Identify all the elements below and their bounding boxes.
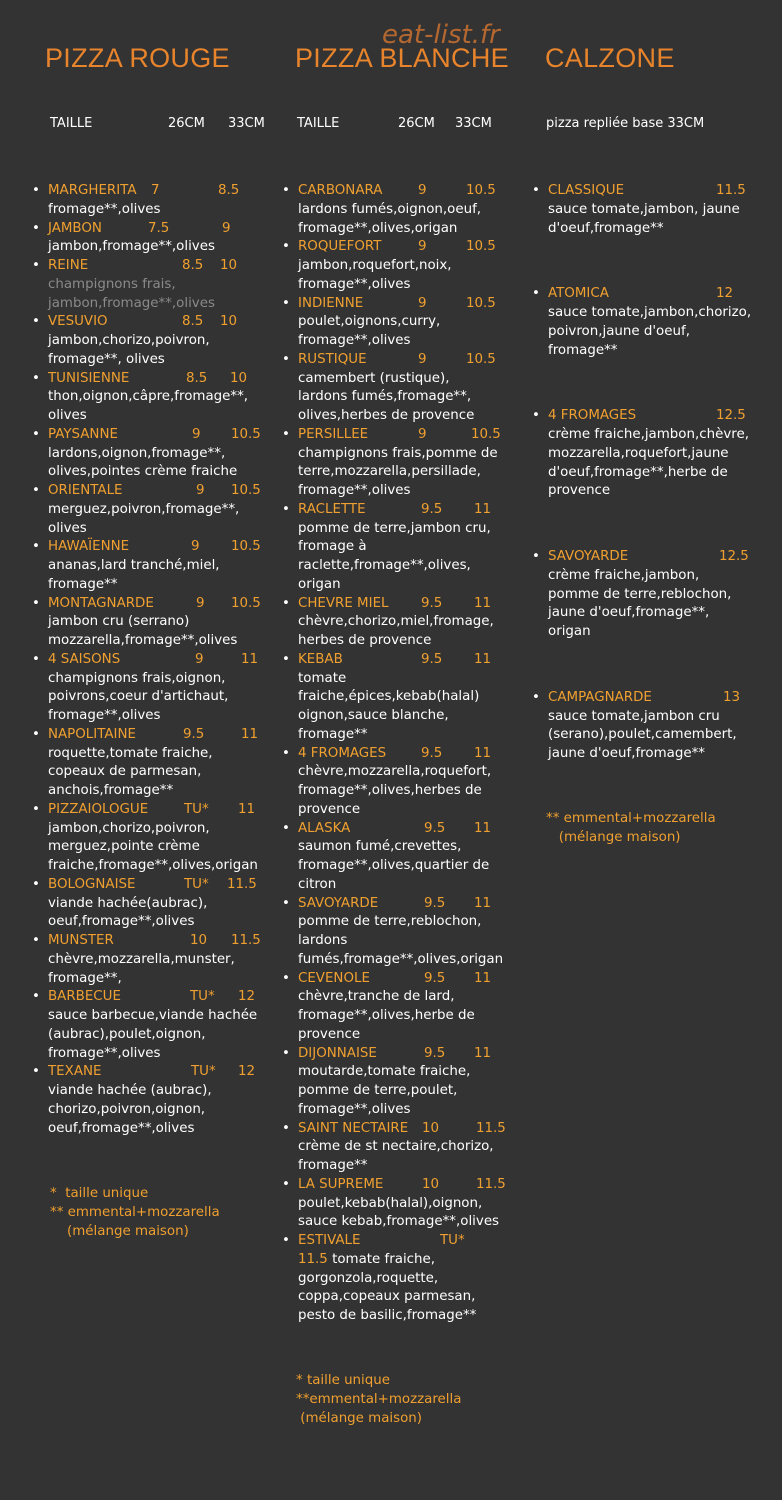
item-description xyxy=(48,501,258,539)
item-header xyxy=(48,1063,258,1082)
item-description-text: viande hachée (aubrac), chorizo,poivron,oignon, oeuf,fromage**,olives xyxy=(48,1083,212,1136)
price-33cm: 10.5 xyxy=(231,483,261,498)
item-header xyxy=(48,482,261,501)
price-33cm: 11 xyxy=(238,801,256,817)
item-description xyxy=(298,201,503,239)
menu-item xyxy=(298,970,503,1045)
item-name: • CLASSIQUE xyxy=(548,183,625,198)
item-header xyxy=(48,988,258,1007)
item-description xyxy=(298,613,503,651)
menu-item xyxy=(548,182,753,238)
item-name: • LA SUPREME xyxy=(298,1176,384,1192)
item-description xyxy=(548,304,753,360)
price-26cm: 9.5 xyxy=(424,820,446,836)
item-name: • MUNSTER xyxy=(48,933,114,948)
item-header xyxy=(298,295,503,314)
price-26cm: 9 xyxy=(418,295,427,311)
size-26: 26CM xyxy=(398,116,435,131)
item-description-text: crème fraiche,jambon,chèvre, mozzarella,roquefort,jaune d'oeuf,fromage**,herbe de provence xyxy=(548,427,749,499)
item-description xyxy=(298,1195,503,1233)
item-description xyxy=(48,820,258,876)
item-header xyxy=(48,370,258,389)
price-33cm: 11 xyxy=(474,970,492,986)
item-description-text: pomme de terre,jambon cru, fromage à raclette,fromage**,olives, origan xyxy=(298,520,491,592)
item-description-text: chèvre,chorizo,miel,fromage, herbes de provence xyxy=(298,614,494,648)
price-33cm: 11 xyxy=(474,595,492,611)
price-33cm: 12 xyxy=(238,989,256,1005)
item-name: • ORIENTALE xyxy=(48,483,123,498)
item-description-text: pomme de terre,reblochon, lardons fumés,fromage**,olives,origan xyxy=(298,914,504,967)
item-header xyxy=(48,876,258,895)
item-header xyxy=(298,426,503,445)
item-description xyxy=(298,913,503,969)
price-26cm: 8.5 xyxy=(182,314,204,330)
menu-item xyxy=(548,407,753,501)
item-name: • SAVOYARDE xyxy=(548,549,629,564)
footnote: * taille unique **emmental+mozzarella (mélange maison) xyxy=(296,1373,462,1426)
price-26cm: 9 xyxy=(191,539,200,555)
menu-item xyxy=(48,182,258,220)
item-description-text: viande hachée(aubrac), oeuf,fromage**,olives xyxy=(48,895,208,930)
price-26cm: 9.5 xyxy=(421,501,443,517)
item-description-text: poulet,oignons,curry, fromage**,olives xyxy=(298,314,441,348)
item-header xyxy=(48,726,258,745)
item-description xyxy=(48,445,258,483)
price-33cm: 11.5 xyxy=(227,876,257,892)
item-description-text: lardons fumés,oignon,oeuf, fromage**,olives,origan xyxy=(298,201,482,236)
price-26cm: TU* xyxy=(440,1233,465,1248)
item-name: • TEXANE xyxy=(48,1064,102,1080)
price-26cm: 10 xyxy=(422,1176,440,1192)
price-26cm: TU* xyxy=(190,989,215,1005)
price-33cm: 11 xyxy=(241,651,259,667)
price-26cm: 7.5 xyxy=(148,220,170,236)
item-name: • HAWAÏENNE xyxy=(48,539,130,555)
price-33cm: 10 xyxy=(220,258,238,273)
menu-item xyxy=(48,801,258,876)
price-33cm: 13 xyxy=(723,689,741,705)
price-26cm: 8.5 xyxy=(182,258,204,273)
item-description xyxy=(298,1251,503,1326)
item-name: • KEBAB xyxy=(298,651,343,667)
item-description xyxy=(298,445,503,501)
item-description xyxy=(48,1007,258,1063)
price-26cm: 9 xyxy=(196,595,205,611)
item-description-text: poulet,kebab(halal),oignon, sauce kebab,fromage**,olives xyxy=(298,1195,500,1230)
menu-item xyxy=(548,689,753,764)
size-label: pizza repliée base 33CM xyxy=(546,116,705,131)
item-description xyxy=(298,520,503,595)
item-header xyxy=(48,220,258,239)
price-33cm: 10.5 xyxy=(471,426,501,442)
item-name: • DIJONNAISE xyxy=(298,1045,377,1061)
item-name: • CEVENOLE xyxy=(298,970,370,986)
item-description xyxy=(48,201,258,220)
price-33cm: 11.5 xyxy=(476,1120,506,1136)
size-33: 33CM xyxy=(228,116,265,131)
item-description xyxy=(48,951,258,989)
item-header xyxy=(48,538,261,557)
price-33cm: 10.5 xyxy=(231,426,261,442)
menu-item xyxy=(298,182,503,238)
item-header xyxy=(298,351,503,370)
price-26cm: 10 xyxy=(190,933,208,948)
menu-list xyxy=(298,182,506,1326)
item-description xyxy=(298,838,503,894)
price-26cm: 9.5 xyxy=(183,726,205,742)
menu-item xyxy=(298,295,503,351)
footnote: * taille unique ** emmental+mozzarella (mélange maison) xyxy=(50,1186,220,1239)
price-33cm: 11 xyxy=(474,820,492,836)
menu-item xyxy=(48,726,258,801)
price-33cm: 11.5 xyxy=(716,183,746,198)
item-description xyxy=(48,332,258,370)
item-description xyxy=(298,988,503,1044)
item-description-text: sauce barbecue,viande hachée (aubrac),poulet,oignon, fromage**,olives xyxy=(48,1008,258,1061)
item-header xyxy=(298,820,503,839)
size-label: TAILLE xyxy=(297,116,340,131)
price-33cm: 10 xyxy=(230,370,248,386)
menu-item xyxy=(48,538,261,594)
price-33cm: 11 xyxy=(474,501,492,517)
item-description-text: thon,oignon,câpre,fromage**, olives xyxy=(48,389,249,423)
menu-item xyxy=(48,595,261,651)
watermark: eat-list.fr xyxy=(382,20,500,50)
price-26cm: TU* xyxy=(184,801,209,817)
item-header xyxy=(548,548,753,567)
item-description xyxy=(548,567,753,642)
section-title: PIZZA ROUGE xyxy=(45,43,230,73)
item-description xyxy=(298,257,503,295)
menu-item xyxy=(548,548,753,642)
price-26cm: 9.5 xyxy=(424,970,446,986)
menu-item xyxy=(298,426,503,501)
price-33cm: 11.5 xyxy=(231,933,261,948)
item-header xyxy=(298,1045,503,1064)
item-header xyxy=(298,501,503,520)
item-description-text: jambon cru (serrano) mozzarella,fromage**,olives xyxy=(48,614,238,648)
item-description-text: jambon,roquefort,noix, fromage**,olives xyxy=(298,258,452,292)
menu-item xyxy=(298,651,503,745)
item-header xyxy=(298,1120,506,1139)
price-26cm: 9.5 xyxy=(421,595,443,611)
item-description-text: crème de st nectaire,chorizo, fromage** xyxy=(298,1139,494,1173)
menu-item xyxy=(48,257,258,313)
item-header xyxy=(48,182,258,201)
price-33cm: 11 xyxy=(474,745,492,761)
item-description xyxy=(548,201,753,239)
menu-item xyxy=(298,238,503,294)
item-description-text: chèvre,mozzarella,roquefort, fromage**,olives,herbes de provence xyxy=(298,764,492,817)
price-26cm: 9.5 xyxy=(424,895,446,911)
price-26cm: 9 xyxy=(196,483,205,498)
item-description xyxy=(548,426,753,501)
price-33cm: 11 xyxy=(474,651,492,667)
item-header xyxy=(548,285,753,304)
price-33cm: 12 xyxy=(716,286,734,302)
menu-item xyxy=(298,895,503,970)
menu-item xyxy=(298,1176,506,1232)
item-name: • PERSILLEE xyxy=(298,426,369,442)
item-description xyxy=(48,1082,258,1138)
item-header xyxy=(298,238,503,257)
item-header xyxy=(548,182,753,201)
item-description-text: camembert (rustique), lardons fumés,fromage**, olives,herbes de provence xyxy=(298,370,475,423)
price-26cm: 9.5 xyxy=(421,651,443,667)
price-26cm: 9 xyxy=(418,239,427,255)
item-description xyxy=(298,763,503,819)
price-26cm: 9 xyxy=(192,426,201,442)
item-name: • ESTIVALE xyxy=(298,1233,361,1248)
item-description xyxy=(298,1063,503,1119)
item-name: • INDIENNE xyxy=(298,295,364,311)
item-description-text: chèvre,mozzarella,munster, fromage**, xyxy=(48,951,235,986)
size-33: 33CM xyxy=(455,116,492,131)
price-33cm: 8.5 xyxy=(218,183,240,198)
item-description-text: sauce tomate,jambon,chorizo, poivron,jaune d'oeuf, fromage** xyxy=(548,305,752,358)
price-33cm: 11.5 xyxy=(476,1176,506,1192)
item-description-text: sauce tomate,jambon cru (serano),poulet,camembert, jaune d'oeuf,fromage** xyxy=(548,708,737,761)
item-description-text: crème fraiche,jambon, pomme de terre,reblochon, jaune d'oeuf,fromage**, origan xyxy=(548,567,732,639)
price-26cm: 9.5 xyxy=(424,1045,446,1061)
menu-item xyxy=(48,482,261,538)
price-33cm: 10 xyxy=(220,314,238,330)
menu-item xyxy=(48,370,258,426)
item-description xyxy=(48,895,258,933)
item-name: • BOLOGNAISE xyxy=(48,876,136,892)
price-26cm: TU* xyxy=(184,876,209,892)
item-name: • PIZZAIOLOGUE xyxy=(48,801,149,817)
price-33cm: 12.5 xyxy=(719,549,749,564)
price-33cm: 11.5 xyxy=(298,1251,333,1267)
item-name: • MONTAGNARDE xyxy=(48,595,154,611)
item-description xyxy=(298,670,503,745)
item-description-text: saumon fumé,crevettes, fromage**,olives,quartier de citron xyxy=(298,839,490,892)
price-33cm: 11 xyxy=(474,895,492,911)
item-name: • SAINT NECTAIRE xyxy=(298,1120,409,1136)
section-title: PIZZA BLANCHE xyxy=(295,43,509,73)
item-description xyxy=(298,370,503,426)
price-33cm: 10.5 xyxy=(466,295,496,311)
price-33cm: 12 xyxy=(238,1064,256,1080)
menu-item xyxy=(298,501,503,595)
menu-item xyxy=(48,876,258,932)
menu-list xyxy=(48,182,261,1138)
menu-item xyxy=(298,745,503,820)
item-name: • 4 FROMAGES xyxy=(298,745,387,761)
price-33cm: 11 xyxy=(241,726,259,742)
item-name: • CAMPAGNARDE xyxy=(548,689,652,705)
item-header xyxy=(48,426,261,445)
price-26cm: 9.5 xyxy=(421,745,443,761)
price-33cm: 12.5 xyxy=(716,408,746,424)
item-header xyxy=(48,313,258,332)
item-description-text: tomate fraiche,épices,kebab(halal) oignon,sauce blanche, fromage** xyxy=(298,670,480,742)
item-name: • MARGHERITA xyxy=(48,183,137,198)
item-description xyxy=(48,670,258,726)
item-header xyxy=(298,1176,506,1195)
item-description-text: chèvre,tranche de lard, fromage**,olives,herbe de provence xyxy=(298,989,475,1042)
item-name: • RACLETTE xyxy=(298,501,366,517)
item-name: • ROQUEFORT xyxy=(298,239,382,255)
price-26cm: 9 xyxy=(418,351,427,367)
price-33cm: 9 xyxy=(222,220,231,236)
item-header xyxy=(548,689,753,708)
price-33cm: 10.5 xyxy=(466,183,496,198)
footnote: ** emmental+mozzarella (mélange maison) xyxy=(546,811,716,845)
menu-item xyxy=(48,651,258,726)
menu-item xyxy=(48,313,258,369)
price-33cm: 10.5 xyxy=(466,239,496,255)
price-33cm: 10.5 xyxy=(231,595,261,611)
menu-item xyxy=(298,1120,506,1176)
item-name: • 4 SAISONS xyxy=(48,651,121,667)
item-name: • 4 FROMAGES xyxy=(548,408,637,424)
price-26cm: 8.5 xyxy=(186,370,208,386)
item-description-text: sauce tomate,jambon, jaune d'oeuf,fromage** xyxy=(548,201,740,236)
menu-list xyxy=(548,182,753,764)
item-description xyxy=(48,613,258,651)
item-description-text: merguez,poivron,fromage**, olives xyxy=(48,501,240,536)
item-description xyxy=(548,708,753,764)
item-description xyxy=(48,276,258,314)
item-description-text: champignons frais, jambon,fromage**,olives xyxy=(48,276,215,311)
item-header xyxy=(298,651,503,670)
item-name: • ATOMICA xyxy=(548,286,609,302)
menu-item xyxy=(298,820,503,895)
item-name: • VESUVIO xyxy=(48,314,108,330)
price-26cm: 7 xyxy=(151,183,160,198)
item-description-text: ananas,lard tranché,miel, fromage** xyxy=(48,558,220,592)
item-description-text: jambon,fromage**,olives xyxy=(48,239,215,255)
item-header xyxy=(548,407,753,426)
menu-item xyxy=(298,595,503,651)
item-header xyxy=(298,895,503,914)
item-header xyxy=(48,801,258,820)
menu-item xyxy=(548,285,753,360)
item-description-text: roquette,tomate fraiche, copeaux de parmesan, anchois,fromage** xyxy=(48,745,213,798)
item-name: • CARBONARA xyxy=(298,183,383,198)
menu-item xyxy=(298,1045,503,1120)
item-name: • BARBECUE xyxy=(48,989,121,1005)
price-26cm: TU* xyxy=(191,1064,216,1080)
item-description xyxy=(48,745,258,801)
item-header xyxy=(48,595,261,614)
menu-item xyxy=(48,988,258,1063)
menu-item xyxy=(48,1063,258,1138)
item-name: • PAYSANNE xyxy=(48,426,118,442)
item-header xyxy=(298,1232,503,1251)
item-name: • ALASKA xyxy=(298,820,351,836)
item-name: • REINE xyxy=(48,258,89,273)
item-header xyxy=(298,182,503,201)
section-title: CALZONE xyxy=(545,43,675,73)
item-description xyxy=(48,557,258,595)
size-label: TAILLE xyxy=(50,116,93,131)
item-description xyxy=(48,388,258,426)
price-33cm: 11 xyxy=(474,1045,492,1061)
menu-item xyxy=(48,220,258,258)
price-26cm: 10 xyxy=(422,1120,440,1136)
item-header xyxy=(298,970,503,989)
item-description-text: lardons,oignon,fromage**, olives,pointes crème fraiche xyxy=(48,445,238,480)
size-26: 26CM xyxy=(168,116,205,131)
price-26cm: 9 xyxy=(418,183,427,198)
item-header xyxy=(48,257,258,276)
item-name: • RUSTIQUE xyxy=(298,351,367,367)
item-description-text: champignons frais,pomme de terre,mozzarella,persillade, fromage**,olives xyxy=(298,445,498,498)
item-description-text: jambon,chorizo,poivron, fromage**, olives xyxy=(48,333,210,367)
menu-item xyxy=(298,1232,503,1326)
item-description-text: moutarde,tomate fraiche, pomme de terre,poulet, fromage**,olives xyxy=(298,1064,471,1117)
menu-item xyxy=(298,351,503,426)
item-description xyxy=(298,1138,503,1176)
menu-item xyxy=(48,932,261,988)
menu-item xyxy=(48,426,261,482)
item-header xyxy=(48,932,261,951)
price-26cm: 9 xyxy=(195,651,204,667)
price-33cm: 10.5 xyxy=(231,539,261,555)
item-description xyxy=(298,313,503,351)
item-description-text: jambon,chorizo,poivron, merguez,pointe crème fraiche,fromage**,olives,origan xyxy=(48,820,258,873)
item-header xyxy=(298,745,503,764)
item-name: • SAVOYARDE xyxy=(298,895,379,911)
price-33cm: 10.5 xyxy=(466,351,496,367)
item-description xyxy=(48,238,258,257)
item-header xyxy=(298,595,503,614)
item-name: • NAPOLITAINE xyxy=(48,726,136,742)
item-description-text: fromage**,olives xyxy=(48,201,161,217)
item-name: • CHEVRE MIEL xyxy=(298,595,389,611)
item-description-text: tomate fraiche, gorgonzola,roquette, coppa,copeaux parmesan, pesto de basilic,fromage** xyxy=(298,1251,477,1323)
item-description-text: champignons frais,oignon, poivrons,coeur d'artichaut, fromage**,olives xyxy=(48,670,229,723)
item-header xyxy=(48,651,258,670)
item-name: • TUNISIENNE xyxy=(48,370,130,386)
item-name: • JAMBON xyxy=(48,220,102,236)
price-26cm: 9 xyxy=(418,426,427,442)
